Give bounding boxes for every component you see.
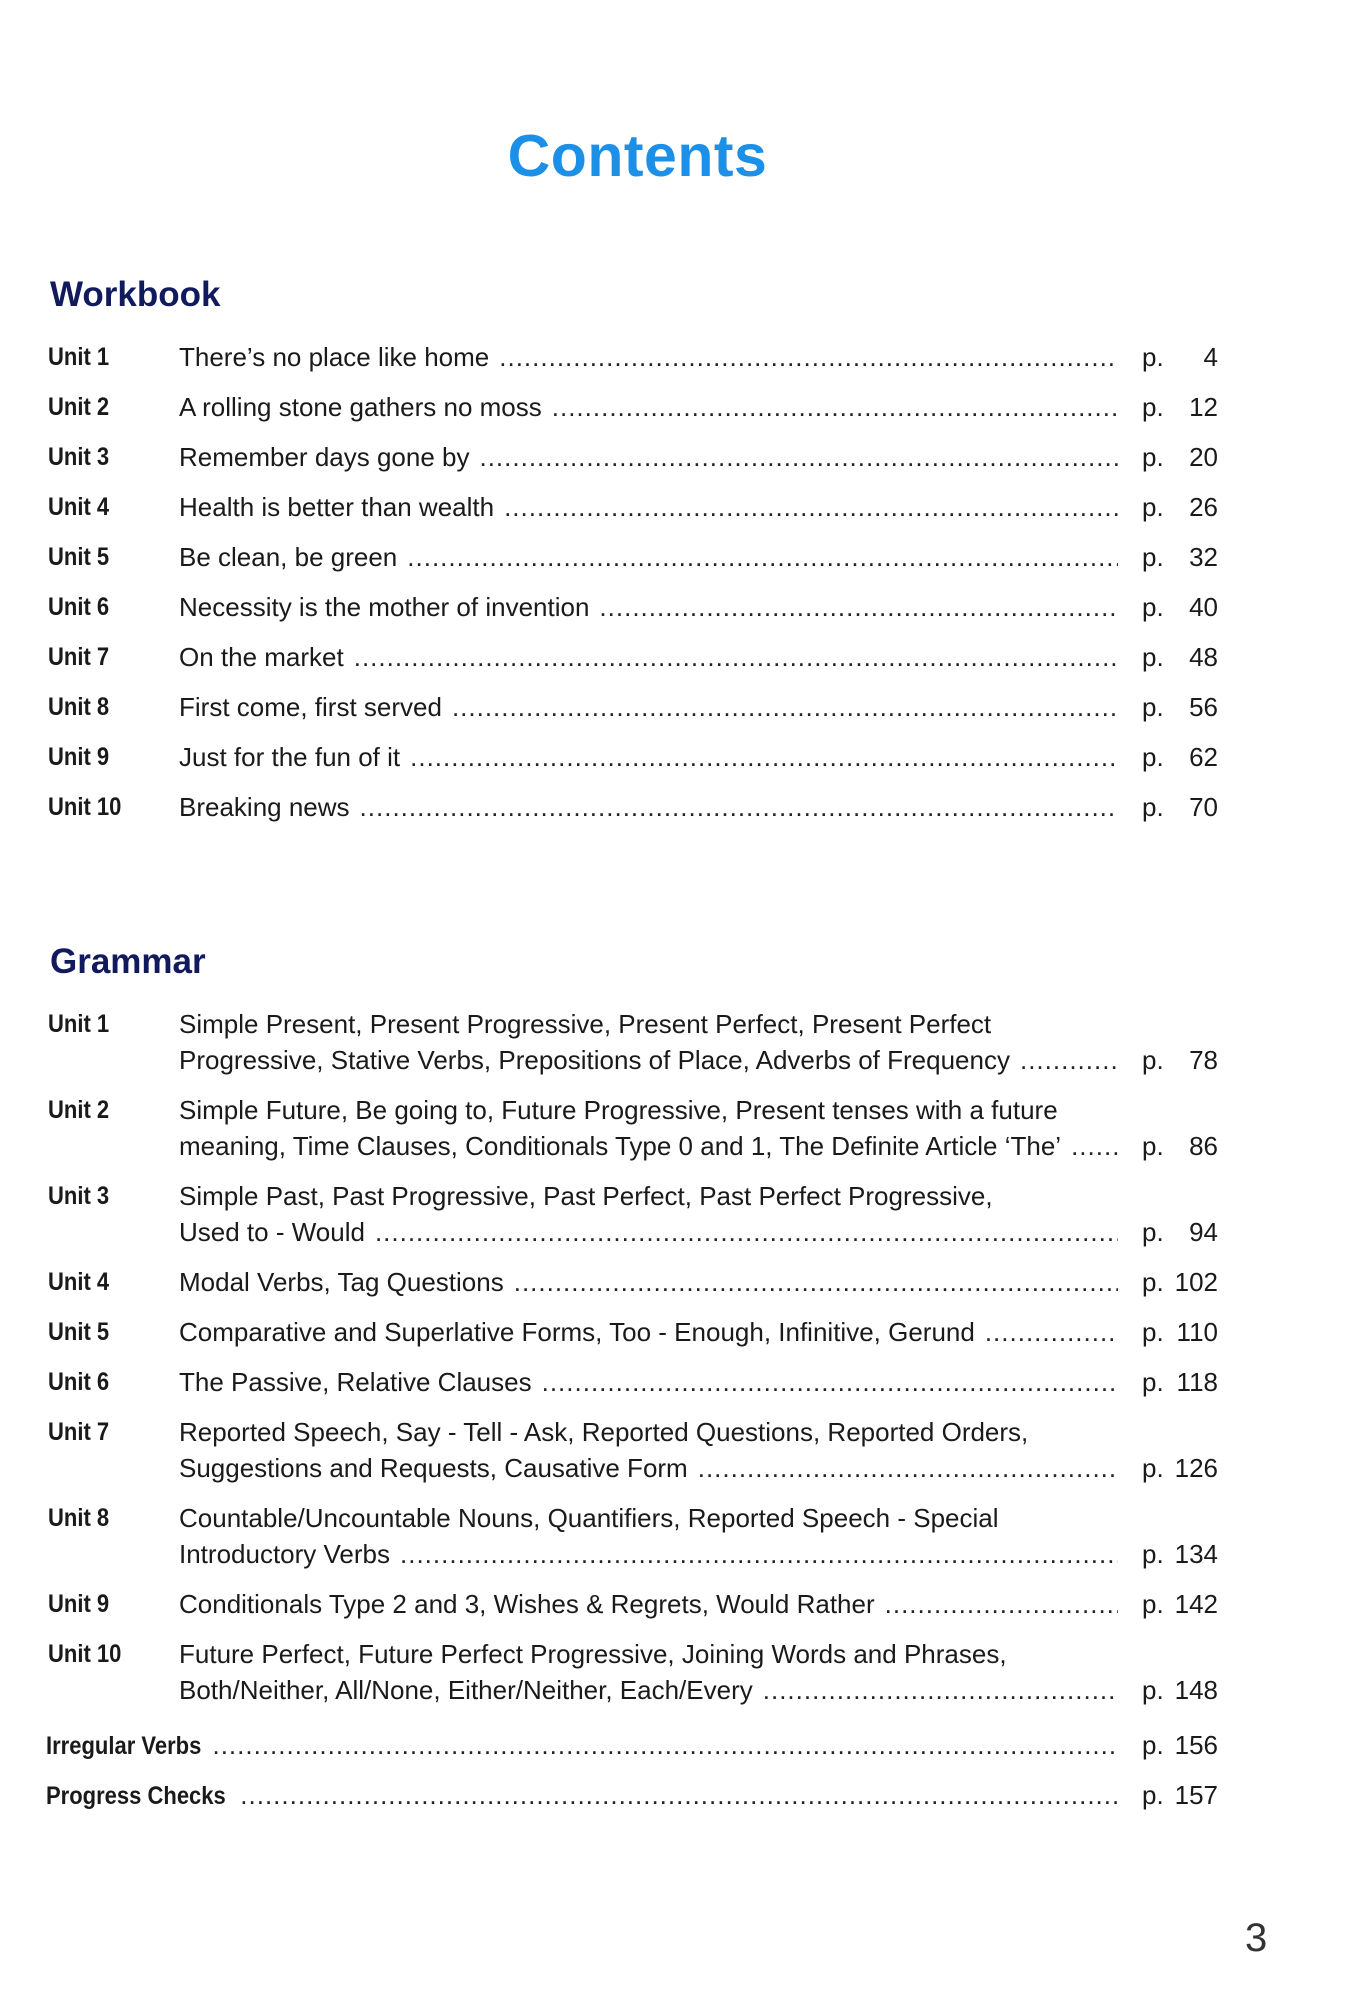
- unit-label: Unit 3: [48, 1182, 110, 1210]
- grammar-heading: Grammar: [50, 942, 206, 981]
- dot-leader: [1071, 1128, 1118, 1164]
- unit-label: Unit 7: [48, 1418, 110, 1446]
- page-reference: [1142, 1672, 1218, 1708]
- dot-leader: [504, 489, 1118, 525]
- toc-row[interactable]: [0, 1777, 1363, 1813]
- page-value: 48: [1189, 642, 1218, 672]
- entry-line-2: [179, 1672, 1124, 1708]
- entry-text: Conditionals Type 2 and 3, Wishes & Regrets, Would Rather: [179, 1589, 875, 1619]
- dot-leader: [552, 389, 1118, 425]
- entry-text: Comparative and Superlative Forms, Too - Enough, Infinitive, Gerund: [179, 1317, 975, 1347]
- page-reference: [1142, 1727, 1218, 1763]
- entry-text: Breaking news: [179, 792, 350, 822]
- entry-text: Necessity is the mother of invention: [179, 592, 590, 622]
- entry-title: [179, 1586, 1124, 1622]
- page-prefix: p.: [1142, 1131, 1164, 1161]
- page-prefix: p.: [1142, 1045, 1164, 1075]
- entry-title: [179, 1178, 1124, 1250]
- toc-row[interactable]: [0, 1178, 1363, 1250]
- unit-label: Unit 2: [48, 393, 110, 421]
- page-prefix: p.: [1142, 742, 1164, 772]
- entry-text: Simple Past, Past Progressive, Past Perfect, Past Perfect Progressive,: [179, 1181, 993, 1211]
- page-reference: [1142, 1128, 1218, 1164]
- page-reference: [1142, 1586, 1218, 1622]
- unit-label: Unit 2: [48, 1096, 110, 1124]
- entry-text: A rolling stone gathers no moss: [179, 392, 542, 422]
- unit-label: Unit 4: [48, 1268, 110, 1296]
- dot-leader: [985, 1314, 1118, 1350]
- entry-title: [179, 639, 1124, 675]
- page-reference: [1142, 1450, 1218, 1486]
- entry-text: Suggestions and Requests, Causative Form: [179, 1453, 688, 1483]
- unit-label: Unit 3: [48, 443, 110, 471]
- unit-label: Unit 4: [48, 493, 110, 521]
- toc-row[interactable]: [0, 1727, 1363, 1763]
- page-title: Contents: [507, 123, 768, 189]
- page-prefix: p.: [1142, 492, 1164, 522]
- entry-line: [179, 339, 1124, 375]
- unit-label: Unit 5: [48, 1318, 110, 1346]
- page-reference: [1142, 339, 1218, 375]
- toc-row[interactable]: [0, 1500, 1363, 1572]
- entry-text: Simple Future, Be going to, Future Progressive, Present tenses with a future: [179, 1095, 1058, 1125]
- page-value: 56: [1189, 692, 1218, 722]
- page-reference: [1142, 1364, 1218, 1400]
- unit-label: Unit 9: [48, 1590, 110, 1618]
- entry-text: Future Perfect, Future Perfect Progressive, Joining Words and Phrases,: [179, 1639, 1007, 1669]
- entry-title: [179, 1006, 1124, 1078]
- page-reference: [1142, 739, 1218, 775]
- entry-line-2: [179, 1314, 1124, 1350]
- page-reference: [1142, 639, 1218, 675]
- unit-label: Unit 7: [48, 643, 110, 671]
- entry-line-2: [179, 1364, 1124, 1400]
- toc-row[interactable]: [0, 689, 1363, 725]
- page-value: 156: [1174, 1730, 1218, 1760]
- page-reference: [1142, 689, 1218, 725]
- page-reference: [1142, 1777, 1218, 1813]
- entry-line: [179, 539, 1124, 575]
- unit-label: Unit 6: [48, 1368, 110, 1396]
- entry-line: [179, 689, 1124, 725]
- entry-text: Used to - Would: [179, 1217, 365, 1247]
- toc-row[interactable]: [0, 639, 1363, 675]
- entry-line-2: [179, 1128, 1124, 1164]
- toc-row[interactable]: [0, 1092, 1363, 1164]
- entry-title: [179, 339, 1124, 375]
- dot-leader: [240, 1777, 1118, 1813]
- entry-title: [179, 1636, 1124, 1708]
- entry-line: [179, 489, 1124, 525]
- dot-leader: [514, 1264, 1118, 1300]
- unit-label: Unit 8: [48, 1504, 110, 1532]
- page-prefix: p.: [1142, 442, 1164, 472]
- dot-leader: [698, 1450, 1118, 1486]
- entry-text: The Passive, Relative Clauses: [179, 1367, 532, 1397]
- extra-label: Irregular Verbs: [46, 1732, 202, 1760]
- entry-title: [179, 539, 1124, 575]
- entry-line-2: [179, 1214, 1124, 1250]
- page-prefix: p.: [1142, 1317, 1164, 1347]
- dot-leader: [499, 339, 1118, 375]
- entry-text: There’s no place like home: [179, 342, 490, 372]
- unit-label: Unit 10: [48, 1640, 122, 1668]
- page-prefix: p.: [1142, 342, 1164, 372]
- page-prefix: p.: [1142, 542, 1164, 572]
- dot-leader: [479, 439, 1118, 475]
- entry-title: [179, 1092, 1124, 1164]
- unit-label: Unit 6: [48, 593, 110, 621]
- toc-row[interactable]: [0, 539, 1363, 575]
- toc-row[interactable]: [0, 339, 1363, 375]
- dot-leader: [375, 1214, 1118, 1250]
- toc-row[interactable]: [0, 1314, 1363, 1350]
- dot-leader: [1020, 1042, 1118, 1078]
- toc-row[interactable]: [0, 489, 1363, 525]
- entry-line: [179, 439, 1124, 475]
- page-prefix: p.: [1142, 592, 1164, 622]
- page-value: 62: [1189, 742, 1218, 772]
- entry-text: Health is better than wealth: [179, 492, 495, 522]
- dot-leader: [763, 1672, 1118, 1708]
- page-reference: [1142, 1214, 1218, 1250]
- page-prefix: p.: [1142, 1589, 1164, 1619]
- page-value: 70: [1189, 792, 1218, 822]
- page-reference: [1142, 1314, 1218, 1350]
- page-prefix: p.: [1142, 1267, 1164, 1297]
- page-value: 4: [1203, 342, 1218, 372]
- entry-title: [179, 1314, 1124, 1350]
- toc-row[interactable]: [0, 1414, 1363, 1486]
- entry-text: Progressive, Stative Verbs, Prepositions of Place, Adverbs of Frequency: [179, 1045, 1010, 1075]
- entry-line-1: [179, 1092, 1124, 1128]
- unit-label: Unit 9: [48, 743, 110, 771]
- page-prefix: p.: [1142, 1539, 1164, 1569]
- page-reference: [1142, 1536, 1218, 1572]
- page-value: 40: [1189, 592, 1218, 622]
- page-prefix: p.: [1142, 1453, 1164, 1483]
- dot-leader: [360, 789, 1118, 825]
- page-value: 12: [1189, 392, 1218, 422]
- dot-leader: [542, 1364, 1118, 1400]
- toc-row[interactable]: [0, 739, 1363, 775]
- toc-row[interactable]: [0, 1586, 1363, 1622]
- page-value: 26: [1189, 492, 1218, 522]
- entry-text: Countable/Uncountable Nouns, Quantifiers, Reported Speech - Special: [179, 1503, 999, 1533]
- dot-leader: [885, 1586, 1118, 1622]
- entry-text: Reported Speech, Say - Tell - Ask, Reported Questions, Reported Orders,: [179, 1417, 1029, 1447]
- unit-label: Unit 8: [48, 693, 110, 721]
- entry-line: [179, 639, 1124, 675]
- dot-leader: [599, 589, 1118, 625]
- entry-line-1: [179, 1500, 1124, 1536]
- entry-line: [46, 1727, 1124, 1763]
- entry-title: [179, 789, 1124, 825]
- page-value: 118: [1176, 1367, 1218, 1397]
- entry-text: Both/Neither, All/None, Either/Neither, Each/Every: [179, 1675, 753, 1705]
- page-reference: [1142, 789, 1218, 825]
- page-value: 148: [1174, 1675, 1218, 1705]
- page-value: 86: [1189, 1131, 1218, 1161]
- entry-title: [179, 589, 1124, 625]
- workbook-heading: Workbook: [50, 275, 221, 314]
- entry-text: meaning, Time Clauses, Conditionals Type 0 and 1, The Definite Article ‘The’: [179, 1131, 1062, 1161]
- entry-title: [179, 1500, 1124, 1572]
- page-value: 102: [1174, 1267, 1218, 1297]
- page-prefix: p.: [1142, 1780, 1164, 1810]
- unit-label: Unit 1: [48, 343, 110, 371]
- page-prefix: p.: [1142, 792, 1164, 822]
- entry-text: Just for the fun of it: [179, 742, 401, 772]
- toc-row[interactable]: [0, 1006, 1363, 1078]
- entry-line-2: [179, 1264, 1124, 1300]
- toc-row[interactable]: [0, 1636, 1363, 1708]
- page-prefix: p.: [1142, 1730, 1164, 1760]
- dot-leader: [410, 739, 1118, 775]
- page-prefix: p.: [1142, 692, 1164, 722]
- toc-row[interactable]: [0, 589, 1363, 625]
- entry-line: [179, 789, 1124, 825]
- unit-label: Unit 1: [48, 1010, 110, 1038]
- entry-line-1: [179, 1006, 1124, 1042]
- unit-label: Unit 10: [48, 793, 122, 821]
- entry-line-1: [179, 1636, 1124, 1672]
- entry-line-2: [179, 1536, 1124, 1572]
- entry-line-1: [179, 1414, 1124, 1450]
- page-reference: [1142, 439, 1218, 475]
- dot-leader: [354, 639, 1118, 675]
- entry-title: [179, 1414, 1124, 1486]
- entry-text: Be clean, be green: [179, 542, 398, 572]
- page-value: 134: [1174, 1539, 1218, 1569]
- entry-text: Simple Present, Present Progressive, Present Perfect, Present Perfect: [179, 1009, 992, 1039]
- entry-line-1: [179, 1178, 1124, 1214]
- toc-row[interactable]: [0, 1264, 1363, 1300]
- page-prefix: p.: [1142, 1367, 1164, 1397]
- entry-title: [179, 739, 1124, 775]
- entry-text: Remember days gone by: [179, 442, 470, 472]
- entry-title: [179, 489, 1124, 525]
- page-reference: [1142, 1042, 1218, 1078]
- entry-line: [179, 389, 1124, 425]
- entry-text: Introductory Verbs: [179, 1539, 390, 1569]
- entry-title: [179, 1364, 1124, 1400]
- page-prefix: p.: [1142, 1675, 1164, 1705]
- page-reference: [1142, 389, 1218, 425]
- entry-title: [179, 1264, 1124, 1300]
- page-reference: [1142, 489, 1218, 525]
- dot-leader: [452, 689, 1118, 725]
- toc-row[interactable]: [0, 439, 1363, 475]
- entry-text: On the market: [179, 642, 344, 672]
- page-value: 20: [1189, 442, 1218, 472]
- toc-row[interactable]: [0, 789, 1363, 825]
- page-prefix: p.: [1142, 642, 1164, 672]
- page-prefix: p.: [1142, 1217, 1164, 1247]
- page-value: 142: [1174, 1589, 1218, 1619]
- dot-leader: [212, 1727, 1118, 1763]
- toc-row[interactable]: [0, 1364, 1363, 1400]
- entry-text: Modal Verbs, Tag Questions: [179, 1267, 504, 1297]
- page-prefix: p.: [1142, 392, 1164, 422]
- entry-title: [179, 439, 1124, 475]
- page-reference: [1142, 1264, 1218, 1300]
- page-value: 78: [1189, 1045, 1218, 1075]
- page-value: 126: [1174, 1453, 1218, 1483]
- entry-line: [46, 1777, 1124, 1813]
- dot-leader: [407, 539, 1118, 575]
- page-value: 94: [1189, 1217, 1218, 1247]
- page-reference: [1142, 539, 1218, 575]
- page-number: 3: [1245, 1916, 1268, 1960]
- dot-leader: [400, 1536, 1118, 1572]
- entry-title: [179, 689, 1124, 725]
- page-value: 157: [1174, 1780, 1218, 1810]
- unit-label: Unit 5: [48, 543, 110, 571]
- entry-line-2: [179, 1586, 1124, 1622]
- page-reference: [1142, 589, 1218, 625]
- extra-label: Progress Checks: [46, 1782, 226, 1810]
- page-value: 110: [1176, 1317, 1218, 1347]
- entry-line: [179, 739, 1124, 775]
- page-value: 32: [1189, 542, 1218, 572]
- toc-row[interactable]: [0, 389, 1363, 425]
- entry-title: [179, 389, 1124, 425]
- entry-line-2: [179, 1042, 1124, 1078]
- entry-text: First come, first served: [179, 692, 442, 722]
- entry-line: [179, 589, 1124, 625]
- entry-line-2: [179, 1450, 1124, 1486]
